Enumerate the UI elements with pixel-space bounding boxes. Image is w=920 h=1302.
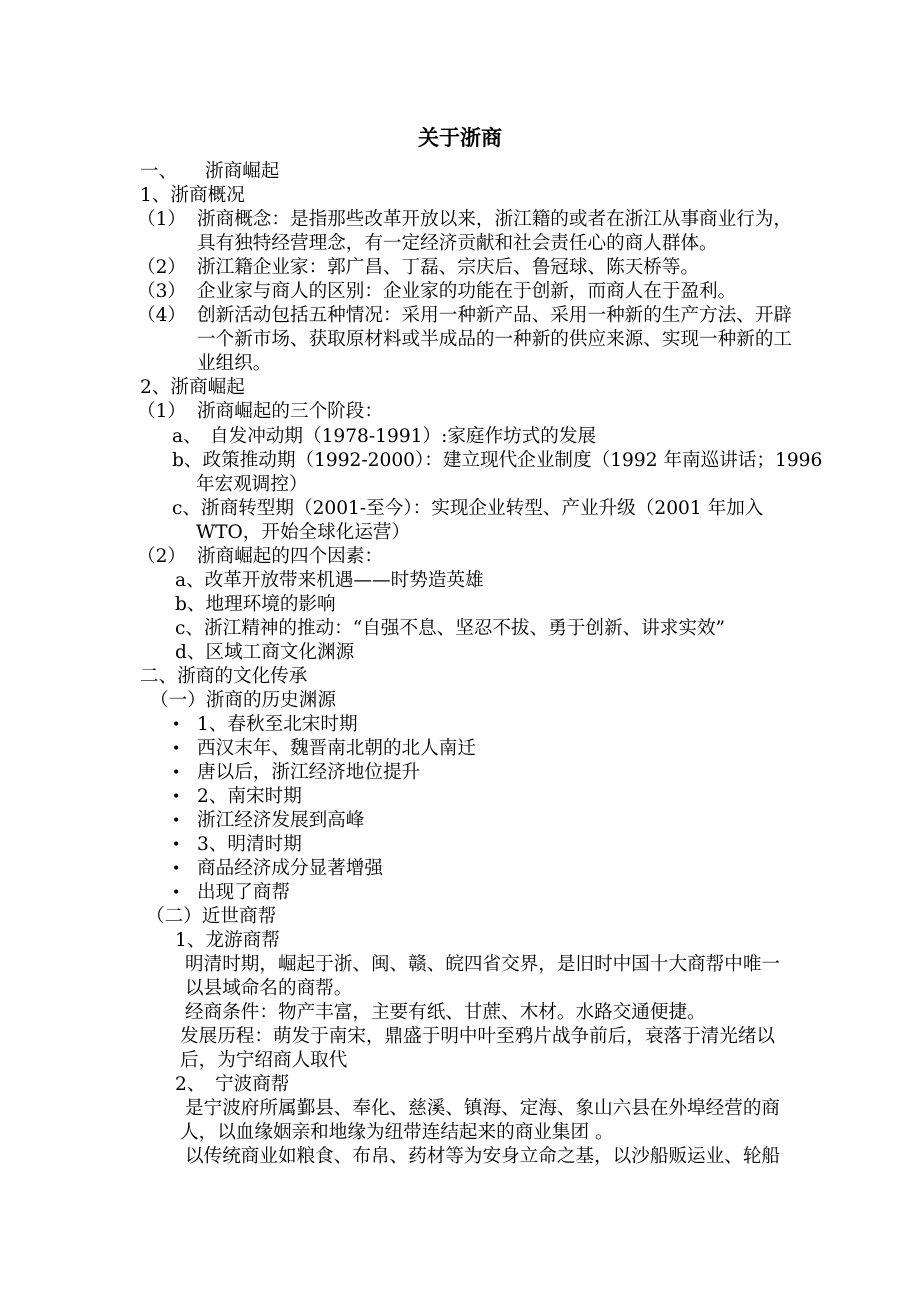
section-heading: 2、浙商崛起 [140, 377, 245, 398]
item-text: 浙商崛起的四个因素： [197, 546, 383, 567]
item-text: 业组织。 [197, 353, 272, 374]
bullet-icon: • [172, 861, 181, 877]
paragraph-line: 以县域命名的商帮。 [185, 978, 353, 999]
item-text: 创新活动包括五种情况：采用一种新产品、采用一种新的生产方法、开辟 [197, 305, 793, 326]
part1-heading: 浙商崛起 [205, 161, 280, 182]
bullet-icon: • [172, 765, 181, 781]
sub-item-text: b、政策推动期（1992-2000）：建立现代企业制度（1992 年南巡讲话；1996 [172, 450, 823, 471]
item-text: 具有独特经营理念，有一定经济贡献和社会责任心的商人群体。 [197, 233, 718, 254]
item-number: （4） [137, 305, 187, 326]
part1-number: 一、 [140, 161, 178, 182]
document-title: 关于浙商 [418, 126, 502, 150]
bullet-item: 西汉末年、魏晋南北朝的北人南迁 [197, 738, 476, 759]
sub-item-text: b、地理环境的影响 [175, 594, 336, 615]
sub-item-letter: a、 [172, 426, 202, 447]
subsection-heading: 宁波商帮 [215, 1074, 290, 1095]
item-number: （2） [137, 257, 187, 278]
sub-item-text: c、浙江精神的推动：“自强不息、坚忍不拔、勇于创新、讲求实效” [175, 618, 726, 639]
item-text: 浙江籍企业家：郭广昌、丁磊、宗庆后、鲁冠球、陈天桥等。 [197, 257, 700, 278]
bullet-item: 商品经济成分显著增强 [197, 858, 383, 879]
subsection-heading: 1、龙游商帮 [175, 930, 280, 951]
bullet-item: 出现了商帮 [197, 882, 290, 903]
paragraph-line: 明清时期，崛起于浙、闽、赣、皖四省交界，是旧时中国十大商帮中唯一 [185, 954, 781, 975]
item-number: （1） [137, 401, 187, 422]
sub-item-text: WTO，开始全球化运营） [196, 522, 411, 543]
bullet-icon: • [172, 885, 181, 901]
paragraph-line: 发展历程：萌发于南宋，鼎盛于明中叶至鸦片战争前后，衰落于清光绪以 [180, 1026, 776, 1047]
paragraph-line: 以传统商业如粮食、布帛、药材等为安身立命之基，以沙船贩运业、轮船 [185, 1146, 781, 1167]
sub-item-text: 年宏观调控） [196, 474, 308, 495]
bullet-item: 2、南宋时期 [197, 786, 302, 807]
item-number: （3） [137, 281, 187, 302]
bullet-item: 3、明清时期 [197, 834, 302, 855]
bullet-item: 1、春秋至北宋时期 [197, 714, 358, 735]
item-text: 企业家与商人的区别：企业家的功能在于创新，而商人在于盈利。 [197, 281, 737, 302]
bullet-icon: • [172, 813, 181, 829]
subsection-number: 2、 [175, 1074, 206, 1095]
bullet-icon: • [172, 837, 181, 853]
section-heading: 1、浙商概况 [140, 185, 245, 206]
item-number: （1） [137, 209, 187, 230]
item-text: 浙商崛起的三个阶段： [197, 401, 383, 422]
section-heading: （一）浙商的历史渊源 [150, 690, 336, 711]
paragraph-line: 后，为宁绍商人取代 [180, 1050, 348, 1071]
bullet-icon: • [172, 789, 181, 805]
part2-heading: 二、浙商的文化传承 [140, 666, 308, 687]
bullet-icon: • [172, 717, 181, 733]
sub-item-text: 自发冲动期（1978-1991）:家庭作坊式的发展 [210, 426, 597, 447]
paragraph-line: 经商条件：物产丰富，主要有纸、甘蔗、木材。水路交通便捷。 [185, 1002, 706, 1023]
section-heading: （二）近世商帮 [146, 906, 277, 927]
item-text: 一个新市场、获取原材料或半成品的一种新的供应来源、实现一种新的工 [197, 329, 793, 350]
bullet-item: 浙江经济发展到高峰 [197, 810, 365, 831]
paragraph-line: 是宁波府所属鄞县、奉化、慈溪、镇海、定海、象山六县在外埠经营的商 [185, 1098, 781, 1119]
sub-item-text: a、改革开放带来机遇——时势造英雄 [175, 570, 484, 591]
sub-item-text: c、浙商转型期（2001-至今）：实现企业转型、产业升级（2001 年加入 [172, 498, 764, 519]
item-text: 浙商概念：是指那些改革开放以来，浙江籍的或者在浙江从事商业行为， [197, 209, 793, 230]
item-number: （2） [137, 546, 187, 567]
bullet-icon: • [172, 741, 181, 757]
sub-item-text: d、区域工商文化渊源 [175, 642, 355, 663]
paragraph-line: 人，以血缘姻亲和地缘为纽带连结起来的商业集团 。 [180, 1122, 614, 1143]
bullet-item: 唐以后，浙江经济地位提升 [197, 762, 421, 783]
